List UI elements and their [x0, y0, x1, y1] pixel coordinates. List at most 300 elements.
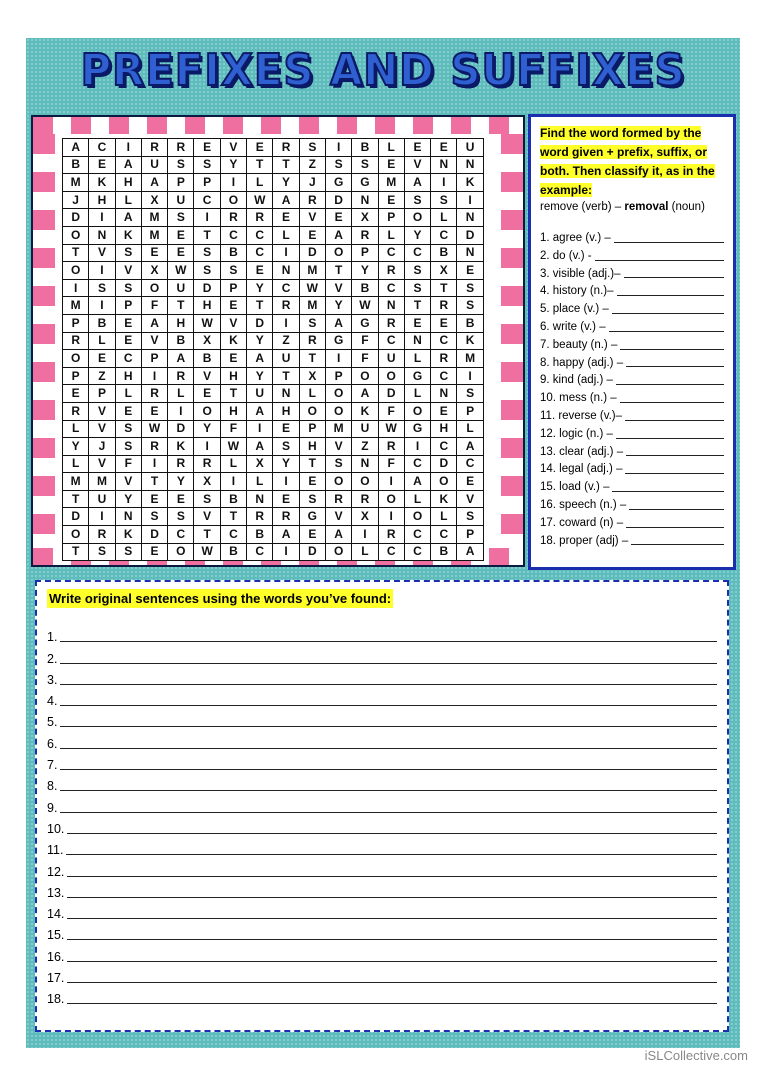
grid-cell[interactable]: I	[325, 139, 351, 157]
grid-cell[interactable]: R	[378, 262, 404, 280]
grid-cell[interactable]: S	[194, 156, 220, 174]
grid-cell[interactable]: U	[89, 490, 115, 508]
grid-cell[interactable]: R	[352, 490, 378, 508]
grid-cell[interactable]: A	[247, 438, 273, 456]
grid-cell[interactable]: B	[352, 139, 378, 157]
grid-cell[interactable]: H	[220, 402, 246, 420]
grid-cell[interactable]: S	[141, 508, 167, 526]
grid-cell[interactable]: L	[247, 174, 273, 192]
grid-cell[interactable]: T	[404, 297, 430, 315]
grid-cell[interactable]: H	[168, 314, 194, 332]
grid-cell[interactable]: A	[404, 174, 430, 192]
grid-cell[interactable]: N	[404, 332, 430, 350]
grid-cell[interactable]: H	[115, 367, 141, 385]
grid-cell[interactable]: M	[325, 420, 351, 438]
grid-cell[interactable]: N	[457, 244, 483, 262]
grid-cell[interactable]: T	[63, 244, 89, 262]
grid-cell[interactable]: E	[89, 350, 115, 368]
grid-cell[interactable]: S	[168, 209, 194, 227]
grid-cell[interactable]: E	[141, 402, 167, 420]
grid-cell[interactable]: B	[168, 332, 194, 350]
grid-cell[interactable]: T	[247, 297, 273, 315]
grid-cell[interactable]: O	[404, 402, 430, 420]
grid-cell[interactable]: T	[194, 226, 220, 244]
grid-cell[interactable]: U	[378, 350, 404, 368]
grid-cell[interactable]: I	[404, 438, 430, 456]
writing-line[interactable]	[67, 961, 717, 962]
grid-cell[interactable]: R	[220, 209, 246, 227]
writing-line[interactable]	[67, 918, 717, 919]
writing-line[interactable]	[67, 897, 717, 898]
grid-cell[interactable]: E	[194, 139, 220, 157]
grid-cell[interactable]: D	[457, 226, 483, 244]
grid-cell[interactable]: S	[273, 438, 299, 456]
grid-cell[interactable]: S	[457, 508, 483, 526]
grid-cell[interactable]: T	[63, 490, 89, 508]
grid-cell[interactable]: C	[247, 543, 273, 561]
grid-cell[interactable]: E	[141, 244, 167, 262]
grid-cell[interactable]: R	[299, 332, 325, 350]
grid-cell[interactable]: B	[63, 156, 89, 174]
grid-cell[interactable]: E	[273, 420, 299, 438]
grid-cell[interactable]: C	[404, 455, 430, 473]
grid-cell[interactable]: E	[220, 297, 246, 315]
grid-cell[interactable]: I	[141, 367, 167, 385]
grid-cell[interactable]: Y	[247, 332, 273, 350]
grid-cell[interactable]: S	[194, 262, 220, 280]
grid-cell[interactable]: M	[89, 473, 115, 491]
grid-cell[interactable]: Y	[63, 438, 89, 456]
grid-cell[interactable]: G	[404, 420, 430, 438]
answer-line[interactable]	[620, 390, 724, 403]
grid-cell[interactable]: A	[115, 209, 141, 227]
grid-cell[interactable]: A	[457, 543, 483, 561]
grid-cell[interactable]: T	[273, 156, 299, 174]
grid-cell[interactable]: E	[115, 402, 141, 420]
grid-cell[interactable]: T	[220, 385, 246, 403]
grid-cell[interactable]: O	[141, 279, 167, 297]
grid-cell[interactable]: D	[63, 508, 89, 526]
grid-cell[interactable]: F	[352, 332, 378, 350]
grid-cell[interactable]: L	[89, 332, 115, 350]
grid-cell[interactable]: N	[352, 191, 378, 209]
grid-cell[interactable]: S	[352, 156, 378, 174]
grid-cell[interactable]: R	[194, 455, 220, 473]
answer-line[interactable]	[616, 426, 724, 439]
grid-cell[interactable]: U	[168, 191, 194, 209]
grid-cell[interactable]: U	[247, 385, 273, 403]
grid-cell[interactable]: O	[325, 385, 351, 403]
grid-cell[interactable]: I	[63, 279, 89, 297]
grid-cell[interactable]: S	[115, 279, 141, 297]
grid-cell[interactable]: K	[352, 402, 378, 420]
grid-cell[interactable]: P	[89, 385, 115, 403]
grid-cell[interactable]: S	[457, 279, 483, 297]
grid-cell[interactable]: E	[115, 332, 141, 350]
grid-cell[interactable]: R	[378, 526, 404, 544]
grid-cell[interactable]: R	[247, 209, 273, 227]
grid-cell[interactable]: K	[431, 490, 457, 508]
grid-cell[interactable]: D	[299, 543, 325, 561]
grid-cell[interactable]: T	[194, 526, 220, 544]
grid-cell[interactable]: C	[378, 543, 404, 561]
grid-cell[interactable]: C	[457, 455, 483, 473]
grid-cell[interactable]: C	[431, 226, 457, 244]
grid-cell[interactable]: I	[194, 438, 220, 456]
writing-line[interactable]	[60, 726, 717, 727]
grid-cell[interactable]: N	[273, 385, 299, 403]
grid-cell[interactable]: E	[168, 244, 194, 262]
answer-line[interactable]	[617, 283, 725, 296]
grid-cell[interactable]: B	[431, 244, 457, 262]
grid-cell[interactable]: W	[194, 543, 220, 561]
grid-cell[interactable]: H	[299, 438, 325, 456]
grid-cell[interactable]: E	[457, 473, 483, 491]
grid-cell[interactable]: O	[325, 402, 351, 420]
grid-cell[interactable]: F	[378, 455, 404, 473]
grid-cell[interactable]: S	[89, 543, 115, 561]
writing-line[interactable]	[67, 876, 717, 877]
grid-cell[interactable]: X	[431, 262, 457, 280]
grid-cell[interactable]: A	[63, 139, 89, 157]
grid-cell[interactable]: O	[220, 191, 246, 209]
grid-cell[interactable]: Y	[220, 156, 246, 174]
grid-cell[interactable]: A	[352, 385, 378, 403]
grid-cell[interactable]: K	[457, 174, 483, 192]
grid-cell[interactable]: V	[325, 279, 351, 297]
grid-cell[interactable]: X	[352, 209, 378, 227]
grid-cell[interactable]: C	[89, 139, 115, 157]
grid-cell[interactable]: R	[89, 526, 115, 544]
grid-cell[interactable]: R	[63, 332, 89, 350]
grid-cell[interactable]: E	[63, 385, 89, 403]
grid-cell[interactable]: P	[325, 367, 351, 385]
grid-cell[interactable]: R	[378, 438, 404, 456]
answer-line[interactable]	[629, 497, 724, 510]
grid-cell[interactable]: K	[115, 226, 141, 244]
grid-cell[interactable]: I	[457, 191, 483, 209]
grid-cell[interactable]: W	[141, 420, 167, 438]
grid-cell[interactable]: B	[220, 244, 246, 262]
grid-cell[interactable]: L	[378, 139, 404, 157]
grid-cell[interactable]: S	[194, 490, 220, 508]
grid-cell[interactable]: V	[89, 420, 115, 438]
grid-cell[interactable]: M	[63, 174, 89, 192]
grid-cell[interactable]: R	[168, 139, 194, 157]
grid-cell[interactable]: R	[299, 191, 325, 209]
grid-cell[interactable]: M	[63, 473, 89, 491]
grid-cell[interactable]: J	[63, 191, 89, 209]
grid-cell[interactable]: L	[404, 490, 430, 508]
grid-cell[interactable]: U	[457, 139, 483, 157]
grid-cell[interactable]: V	[89, 402, 115, 420]
grid-cell[interactable]: H	[115, 174, 141, 192]
grid-cell[interactable]: C	[194, 191, 220, 209]
grid-cell[interactable]: P	[299, 420, 325, 438]
grid-cell[interactable]: O	[325, 543, 351, 561]
grid-cell[interactable]: T	[299, 455, 325, 473]
grid-cell[interactable]: E	[273, 490, 299, 508]
writing-line[interactable]	[60, 641, 717, 642]
grid-cell[interactable]: S	[299, 490, 325, 508]
grid-cell[interactable]: W	[378, 420, 404, 438]
grid-cell[interactable]: I	[273, 244, 299, 262]
grid-cell[interactable]: E	[404, 314, 430, 332]
grid-cell[interactable]: I	[89, 209, 115, 227]
grid-cell[interactable]: R	[168, 455, 194, 473]
grid-cell[interactable]: D	[247, 314, 273, 332]
grid-cell[interactable]: C	[378, 332, 404, 350]
answer-line[interactable]	[616, 372, 724, 385]
writing-line[interactable]	[67, 982, 717, 983]
grid-cell[interactable]: B	[194, 350, 220, 368]
grid-cell[interactable]: W	[352, 297, 378, 315]
grid-cell[interactable]: R	[273, 297, 299, 315]
writing-line[interactable]	[67, 1003, 717, 1004]
grid-cell[interactable]: R	[352, 226, 378, 244]
grid-cell[interactable]: W	[194, 314, 220, 332]
grid-cell[interactable]: R	[378, 314, 404, 332]
grid-cell[interactable]: E	[299, 226, 325, 244]
writing-line[interactable]	[60, 812, 717, 813]
grid-cell[interactable]: L	[431, 209, 457, 227]
grid-cell[interactable]: W	[220, 438, 246, 456]
grid-cell[interactable]: A	[247, 350, 273, 368]
grid-cell[interactable]: N	[431, 385, 457, 403]
grid-cell[interactable]: G	[404, 367, 430, 385]
grid-cell[interactable]: E	[378, 191, 404, 209]
grid-cell[interactable]: L	[299, 385, 325, 403]
grid-cell[interactable]: V	[194, 367, 220, 385]
grid-cell[interactable]: I	[273, 314, 299, 332]
answer-line[interactable]	[631, 533, 724, 546]
grid-cell[interactable]: L	[352, 543, 378, 561]
grid-cell[interactable]: D	[378, 385, 404, 403]
grid-cell[interactable]: S	[115, 543, 141, 561]
grid-cell[interactable]: D	[431, 455, 457, 473]
grid-cell[interactable]: A	[457, 438, 483, 456]
grid-cell[interactable]: O	[168, 543, 194, 561]
grid-cell[interactable]: M	[141, 209, 167, 227]
grid-cell[interactable]: V	[404, 156, 430, 174]
grid-cell[interactable]: H	[194, 297, 220, 315]
grid-cell[interactable]: O	[404, 209, 430, 227]
grid-cell[interactable]: M	[63, 297, 89, 315]
grid-cell[interactable]: S	[457, 385, 483, 403]
grid-cell[interactable]: Z	[352, 438, 378, 456]
grid-cell[interactable]: Z	[273, 332, 299, 350]
grid-cell[interactable]: S	[89, 279, 115, 297]
grid-cell[interactable]: Z	[299, 156, 325, 174]
answer-line[interactable]	[625, 408, 724, 421]
grid-cell[interactable]: I	[273, 543, 299, 561]
grid-cell[interactable]: L	[168, 385, 194, 403]
grid-cell[interactable]: P	[457, 402, 483, 420]
grid-cell[interactable]: A	[325, 526, 351, 544]
grid-cell[interactable]: O	[299, 402, 325, 420]
grid-cell[interactable]: P	[168, 174, 194, 192]
grid-cell[interactable]: O	[63, 350, 89, 368]
writing-line[interactable]	[60, 748, 717, 749]
answer-line[interactable]	[614, 230, 724, 243]
grid-cell[interactable]: K	[89, 174, 115, 192]
grid-cell[interactable]: E	[141, 490, 167, 508]
grid-cell[interactable]: X	[141, 191, 167, 209]
grid-cell[interactable]: S	[431, 191, 457, 209]
grid-cell[interactable]: L	[378, 226, 404, 244]
grid-cell[interactable]: L	[63, 420, 89, 438]
grid-cell[interactable]: E	[378, 156, 404, 174]
grid-cell[interactable]: N	[89, 226, 115, 244]
grid-cell[interactable]: X	[352, 508, 378, 526]
grid-cell[interactable]: O	[378, 490, 404, 508]
grid-cell[interactable]: D	[299, 244, 325, 262]
writing-line[interactable]	[67, 939, 717, 940]
grid-cell[interactable]: E	[457, 262, 483, 280]
grid-cell[interactable]: T	[431, 279, 457, 297]
grid-cell[interactable]: C	[431, 526, 457, 544]
grid-cell[interactable]: L	[404, 350, 430, 368]
grid-cell[interactable]: C	[431, 332, 457, 350]
grid-cell[interactable]: E	[404, 139, 430, 157]
grid-cell[interactable]: C	[404, 543, 430, 561]
grid-cell[interactable]: D	[168, 420, 194, 438]
grid-cell[interactable]: J	[299, 174, 325, 192]
grid-cell[interactable]: I	[194, 209, 220, 227]
grid-cell[interactable]: A	[115, 156, 141, 174]
grid-cell[interactable]: E	[325, 209, 351, 227]
grid-cell[interactable]: S	[194, 244, 220, 262]
grid-cell[interactable]: Y	[273, 455, 299, 473]
grid-cell[interactable]: C	[404, 244, 430, 262]
grid-cell[interactable]: P	[63, 367, 89, 385]
grid-cell[interactable]: F	[352, 350, 378, 368]
grid-cell[interactable]: R	[431, 350, 457, 368]
grid-cell[interactable]: V	[220, 314, 246, 332]
grid-cell[interactable]: E	[89, 156, 115, 174]
grid-cell[interactable]: S	[115, 420, 141, 438]
grid-cell[interactable]: T	[299, 350, 325, 368]
grid-cell[interactable]: E	[273, 209, 299, 227]
grid-cell[interactable]: S	[325, 156, 351, 174]
grid-cell[interactable]: L	[115, 385, 141, 403]
grid-cell[interactable]: T	[220, 508, 246, 526]
writing-line[interactable]	[60, 769, 717, 770]
grid-cell[interactable]: O	[63, 226, 89, 244]
grid-cell[interactable]: U	[273, 350, 299, 368]
grid-cell[interactable]: A	[325, 226, 351, 244]
grid-cell[interactable]: C	[273, 279, 299, 297]
grid-cell[interactable]: S	[404, 262, 430, 280]
grid-cell[interactable]: I	[115, 139, 141, 157]
grid-cell[interactable]: C	[247, 226, 273, 244]
grid-cell[interactable]: R	[273, 139, 299, 157]
grid-cell[interactable]: E	[247, 262, 273, 280]
grid-cell[interactable]: I	[273, 473, 299, 491]
grid-cell[interactable]: M	[378, 174, 404, 192]
grid-cell[interactable]: I	[89, 262, 115, 280]
grid-cell[interactable]: P	[352, 244, 378, 262]
answer-line[interactable]	[626, 515, 724, 528]
grid-cell[interactable]: T	[168, 297, 194, 315]
grid-cell[interactable]: P	[115, 297, 141, 315]
answer-line[interactable]	[624, 266, 724, 279]
grid-cell[interactable]: U	[352, 420, 378, 438]
writing-line[interactable]	[66, 854, 717, 855]
grid-cell[interactable]: U	[168, 279, 194, 297]
grid-cell[interactable]: O	[63, 526, 89, 544]
grid-cell[interactable]: R	[431, 297, 457, 315]
grid-cell[interactable]: E	[247, 139, 273, 157]
grid-cell[interactable]: F	[115, 455, 141, 473]
grid-cell[interactable]: A	[247, 402, 273, 420]
grid-cell[interactable]: B	[247, 526, 273, 544]
grid-cell[interactable]: I	[89, 297, 115, 315]
grid-cell[interactable]: J	[89, 438, 115, 456]
grid-cell[interactable]: F	[220, 420, 246, 438]
answer-line[interactable]	[609, 319, 724, 332]
grid-cell[interactable]: L	[404, 385, 430, 403]
grid-cell[interactable]: B	[220, 490, 246, 508]
grid-cell[interactable]: A	[404, 473, 430, 491]
grid-cell[interactable]: G	[325, 174, 351, 192]
grid-cell[interactable]: N	[457, 156, 483, 174]
grid-cell[interactable]: E	[141, 543, 167, 561]
grid-cell[interactable]: R	[141, 385, 167, 403]
grid-cell[interactable]: P	[141, 350, 167, 368]
grid-cell[interactable]: R	[63, 402, 89, 420]
grid-cell[interactable]: V	[194, 508, 220, 526]
grid-cell[interactable]: L	[273, 226, 299, 244]
grid-cell[interactable]: C	[404, 526, 430, 544]
writing-line[interactable]	[60, 684, 717, 685]
grid-cell[interactable]: N	[457, 209, 483, 227]
grid-cell[interactable]: V	[115, 473, 141, 491]
grid-cell[interactable]: E	[115, 314, 141, 332]
grid-cell[interactable]: K	[457, 332, 483, 350]
grid-cell[interactable]: X	[141, 262, 167, 280]
grid-cell[interactable]: Y	[404, 226, 430, 244]
grid-cell[interactable]: B	[89, 314, 115, 332]
grid-cell[interactable]: O	[325, 473, 351, 491]
grid-cell[interactable]: I	[457, 367, 483, 385]
grid-cell[interactable]: L	[457, 420, 483, 438]
grid-cell[interactable]: I	[141, 455, 167, 473]
answer-line[interactable]	[626, 355, 724, 368]
grid-cell[interactable]: V	[141, 332, 167, 350]
grid-cell[interactable]: M	[299, 262, 325, 280]
grid-cell[interactable]: I	[352, 526, 378, 544]
answer-line[interactable]	[625, 461, 724, 474]
grid-cell[interactable]: P	[63, 314, 89, 332]
grid-cell[interactable]: S	[457, 297, 483, 315]
grid-cell[interactable]: R	[273, 508, 299, 526]
grid-cell[interactable]: N	[431, 156, 457, 174]
grid-cell[interactable]: K	[115, 526, 141, 544]
grid-cell[interactable]: I	[168, 402, 194, 420]
grid-cell[interactable]: S	[115, 438, 141, 456]
grid-cell[interactable]: L	[115, 191, 141, 209]
grid-cell[interactable]: T	[63, 543, 89, 561]
grid-cell[interactable]: W	[247, 191, 273, 209]
grid-cell[interactable]: C	[431, 367, 457, 385]
grid-cell[interactable]: H	[220, 367, 246, 385]
grid-cell[interactable]: F	[378, 402, 404, 420]
grid-cell[interactable]: L	[220, 455, 246, 473]
grid-cell[interactable]: W	[168, 262, 194, 280]
grid-cell[interactable]: V	[115, 262, 141, 280]
writing-line[interactable]	[60, 790, 717, 791]
